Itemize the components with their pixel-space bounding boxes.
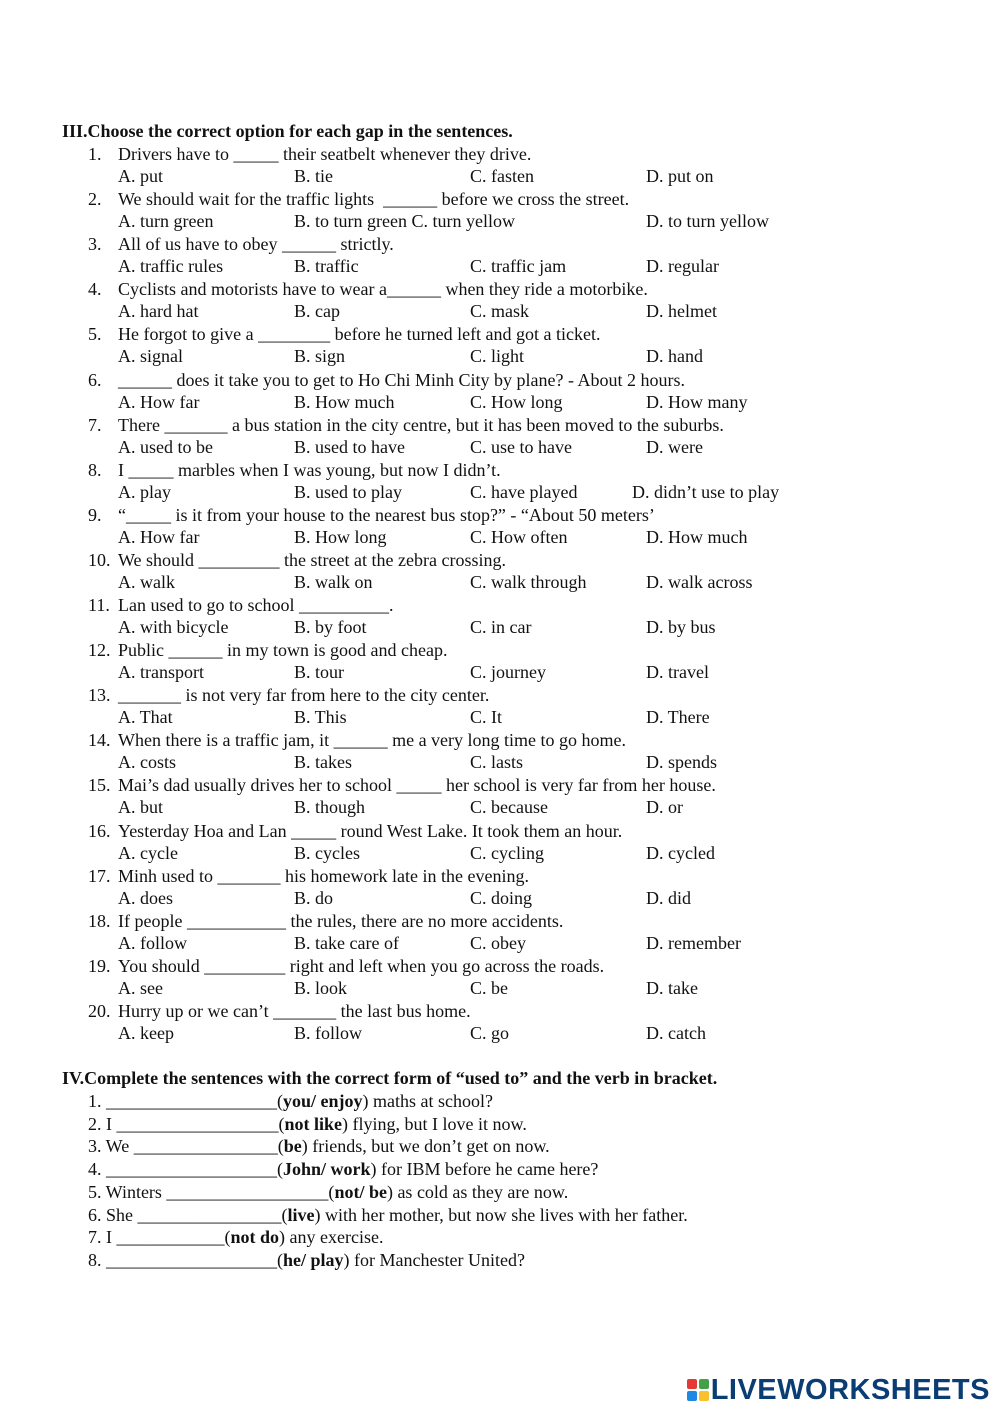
option-c[interactable]: C. go <box>470 1023 510 1043</box>
fill-item-prefix: 3. We ________________( <box>88 1136 284 1156</box>
question-3 <box>88 233 394 255</box>
option-d[interactable]: D. put on <box>646 166 714 186</box>
option-c[interactable]: C. light <box>470 346 525 366</box>
option-d[interactable]: D. regular <box>646 256 719 276</box>
fill-item-1[interactable] <box>88 1090 493 1112</box>
question-14 <box>88 729 626 751</box>
fill-item-7[interactable] <box>88 1226 383 1248</box>
option-b[interactable]: B. walk on <box>294 572 373 592</box>
option-c[interactable]: C. traffic jam <box>470 256 567 276</box>
verb-hint: John/ work <box>283 1159 371 1179</box>
option-a[interactable]: A. walk <box>118 572 175 592</box>
question-12 <box>88 639 447 661</box>
option-b[interactable]: B. cycles <box>294 843 360 863</box>
option-b[interactable]: B. tour <box>294 662 345 682</box>
question-number: 10. <box>88 550 111 570</box>
question-9 <box>88 504 655 526</box>
question-number: 13. <box>88 685 111 705</box>
option-c[interactable]: C. How often <box>470 527 568 547</box>
option-b[interactable]: B. This <box>294 707 347 727</box>
question-number: 11. <box>88 595 110 615</box>
fill-item-prefix: 2. I __________________( <box>88 1114 285 1134</box>
verb-hint: not like <box>284 1114 343 1134</box>
option-a[interactable]: A. used to be <box>118 437 213 457</box>
option-a[interactable]: A. follow <box>118 933 187 953</box>
question-text: You should _________ right and left when you go across the roads. <box>118 956 605 976</box>
option-c[interactable]: C. doing <box>470 888 533 908</box>
liveworksheets-logo <box>687 1375 990 1405</box>
option-c[interactable]: C. use to have <box>470 437 572 457</box>
option-c[interactable]: C. in car <box>470 617 532 637</box>
question-text: We should _________ the street at the zebra crossing. <box>118 550 506 570</box>
fill-item-5[interactable] <box>88 1181 568 1203</box>
option-d[interactable]: D. take <box>646 978 698 998</box>
option-b[interactable]: B. do <box>294 888 334 908</box>
fill-item-prefix: 4. ___________________( <box>88 1159 283 1179</box>
option-a[interactable]: A. see <box>118 978 163 998</box>
option-b[interactable]: B. to turn green C. turn yellow <box>294 211 515 231</box>
verb-hint: live <box>287 1205 315 1225</box>
question-number: 9. <box>88 505 102 525</box>
option-b[interactable]: B. though <box>294 797 366 817</box>
option-b[interactable]: B. How long <box>294 527 387 547</box>
fill-item-8[interactable] <box>88 1249 525 1271</box>
question-6 <box>88 369 685 391</box>
option-a[interactable]: A. traffic rules <box>118 256 224 276</box>
question-number: 5. <box>88 324 102 344</box>
option-a[interactable]: A. cycle <box>118 843 178 863</box>
logo-grid-icon <box>687 1379 709 1401</box>
question-number: 3. <box>88 234 102 254</box>
question-text: ______ does it take you to get to Ho Chi Minh City by plane? - About 2 hours. <box>118 370 685 390</box>
option-c[interactable]: C. obey <box>470 933 526 953</box>
fill-item-3[interactable] <box>88 1135 550 1157</box>
option-c[interactable]: C. be <box>470 978 508 998</box>
option-a[interactable]: A. transport <box>118 662 204 682</box>
question-text: I _____ marbles when I was young, but now I didn’t. <box>118 460 501 480</box>
verb-hint: you/ enjoy <box>283 1091 363 1111</box>
option-a[interactable]: A. does <box>118 888 173 908</box>
question-1 <box>88 143 531 165</box>
question-text: All of us have to obey ______ strictly. <box>118 234 394 254</box>
fill-item-suffix: ) maths at school? <box>362 1091 493 1111</box>
section-3-title: III.Choose the correct option for each gap in the sentences. <box>62 121 513 141</box>
fill-item-suffix: ) friends, but we don’t get on now. <box>301 1136 550 1156</box>
question-number: 18. <box>88 911 111 931</box>
option-d[interactable]: D. helmet <box>646 301 717 321</box>
option-b[interactable]: B. sign <box>294 346 346 366</box>
fill-item-6[interactable] <box>88 1204 688 1226</box>
question-text: Cyclists and motorists have to wear a______ when they ride a motorbike. <box>118 279 648 299</box>
fill-item-suffix: ) with her mother, but now she lives with her father. <box>314 1205 688 1225</box>
option-d[interactable]: D. spends <box>646 752 717 772</box>
fill-item-prefix: 1. ___________________( <box>88 1091 283 1111</box>
option-a[interactable]: A. put <box>118 166 163 186</box>
option-b[interactable]: B. traffic <box>294 256 359 276</box>
question-7 <box>88 414 724 436</box>
verb-hint: he/ play <box>283 1250 344 1270</box>
section-4-title: IV.Complete the sentences with the correct form of “used to” and the verb in bracket. <box>62 1068 718 1088</box>
question-16 <box>88 820 622 842</box>
option-c[interactable]: C. walk through <box>470 572 587 592</box>
question-number: 8. <box>88 460 102 480</box>
question-text: When there is a traffic jam, it ______ me a very long time to go home. <box>118 730 627 750</box>
question-text: Mai’s dad usually drives her to school _____ her school is very far from her house. <box>118 775 716 795</box>
fill-item-prefix: 7. I ____________( <box>88 1227 231 1247</box>
fill-item-suffix: ) for Manchester United? <box>343 1250 525 1270</box>
question-text: Drivers have to _____ their seatbelt whenever they drive. <box>118 144 532 164</box>
option-a[interactable]: A. costs <box>118 752 176 772</box>
option-a[interactable]: A. but <box>118 797 163 817</box>
option-c[interactable]: C. mask <box>470 301 530 321</box>
question-11 <box>88 594 393 616</box>
question-number: 12. <box>88 640 111 660</box>
fill-item-prefix: 5. Winters __________________( <box>88 1182 335 1202</box>
option-d[interactable]: D. remember <box>646 933 741 953</box>
question-number: 16. <box>88 821 111 841</box>
question-4 <box>88 278 648 300</box>
fill-item-prefix: 8. ___________________( <box>88 1250 283 1270</box>
question-number: 6. <box>88 370 102 390</box>
question-number: 19. <box>88 956 111 976</box>
question-text: There _______ a bus station in the city centre, but it has been moved to the suburbs. <box>118 415 724 435</box>
question-17 <box>88 865 529 887</box>
question-13 <box>88 684 489 706</box>
question-15 <box>88 774 716 796</box>
option-d[interactable]: D. How many <box>646 392 748 412</box>
question-text: He forgot to give a ________ before he turned left and got a ticket. <box>118 324 601 344</box>
verb-hint: not/ be <box>334 1182 387 1202</box>
question-number: 20. <box>88 1001 111 1021</box>
option-a[interactable]: A. How far <box>118 392 200 412</box>
fill-item-4[interactable] <box>88 1158 598 1180</box>
question-number: 4. <box>88 279 102 299</box>
option-c[interactable]: C. journey <box>470 662 546 682</box>
fill-item-2[interactable] <box>88 1113 527 1135</box>
question-2 <box>88 188 629 210</box>
fill-item-suffix: ) as cold as they are now. <box>386 1182 569 1202</box>
question-number: 2. <box>88 189 102 209</box>
question-text: If people ___________ the rules, there are no more accidents. <box>118 911 564 931</box>
option-c[interactable]: C. How long <box>470 392 563 412</box>
option-b[interactable]: B. tie <box>294 166 333 186</box>
fill-item-suffix: ) for IBM before he came here? <box>370 1159 599 1179</box>
option-a[interactable]: A. keep <box>118 1023 174 1043</box>
option-d[interactable]: D. or <box>646 797 683 817</box>
question-19 <box>88 955 604 977</box>
option-d[interactable]: D. were <box>646 437 703 457</box>
verb-hint: not do <box>230 1227 280 1247</box>
verb-hint: be <box>283 1136 302 1156</box>
question-number: 15. <box>88 775 111 795</box>
option-b[interactable]: B. cap <box>294 301 340 321</box>
option-d[interactable]: D. did <box>646 888 691 908</box>
option-a[interactable]: A. signal <box>118 346 183 366</box>
option-b[interactable]: B. look <box>294 978 348 998</box>
option-d[interactable]: D. There <box>646 707 710 727</box>
question-number: 7. <box>88 415 102 435</box>
option-d[interactable]: D. hand <box>646 346 703 366</box>
option-a[interactable]: A. hard hat <box>118 301 199 321</box>
option-d[interactable]: D. cycled <box>646 843 715 863</box>
fill-item-prefix: 6. She ________________( <box>88 1205 288 1225</box>
question-text: Lan used to go to school __________. <box>118 595 394 615</box>
question-10 <box>88 549 506 571</box>
question-number: 1. <box>88 144 102 164</box>
option-d[interactable]: D. by bus <box>646 617 716 637</box>
option-a[interactable]: A. play <box>118 482 171 502</box>
option-a[interactable]: A. with bicycle <box>118 617 229 637</box>
option-b[interactable]: B. follow <box>294 1023 363 1043</box>
question-number: 14. <box>88 730 111 750</box>
fill-item-suffix: ) flying, but I love it now. <box>342 1114 527 1134</box>
question-20 <box>88 1000 471 1022</box>
option-a[interactable]: A. That <box>118 707 173 727</box>
question-text: We should wait for the traffic lights ______ before we cross the street. <box>118 189 630 209</box>
option-d[interactable]: D. walk across <box>646 572 753 592</box>
option-d[interactable]: D. How much <box>646 527 748 547</box>
option-c[interactable]: C. have played <box>470 482 578 502</box>
option-b[interactable]: B. by foot <box>294 617 367 637</box>
option-b[interactable]: B. take care of <box>294 933 399 953</box>
option-d[interactable]: D. catch <box>646 1023 706 1043</box>
question-text: _______ is not very far from here to the city center. <box>118 685 490 705</box>
option-c[interactable]: C. because <box>470 797 548 817</box>
option-c[interactable]: C. fasten <box>470 166 534 186</box>
question-text: Public ______ in my town is good and cheap. <box>118 640 448 660</box>
question-number: 17. <box>88 866 111 886</box>
question-text: Minh used to _______ his homework late in the evening. <box>118 866 529 886</box>
option-d[interactable]: D. to turn yellow <box>646 211 769 231</box>
question-text: “_____ is it from your house to the nearest bus stop?” - “About 50 meters’ <box>118 505 655 525</box>
option-c[interactable]: C. lasts <box>470 752 524 772</box>
option-d[interactable]: D. didn’t use to play <box>632 482 780 502</box>
question-text: Hurry up or we can’t _______ the last bus home. <box>118 1001 471 1021</box>
fill-item-suffix: ) any exercise. <box>279 1227 384 1247</box>
option-b[interactable]: B. takes <box>294 752 352 772</box>
option-a[interactable]: A. How far <box>118 527 200 547</box>
question-5 <box>88 323 601 345</box>
option-d[interactable]: D. travel <box>646 662 709 682</box>
option-b[interactable]: B. used to play <box>294 482 402 502</box>
logo-text: LIVEWORKSHEETS <box>710 1373 990 1406</box>
option-b[interactable]: B. used to have <box>294 437 405 457</box>
question-8 <box>88 459 501 481</box>
option-a[interactable]: A. turn green <box>118 211 214 231</box>
option-b[interactable]: B. How much <box>294 392 395 412</box>
option-c[interactable]: C. cycling <box>470 843 544 863</box>
question-text: Yesterday Hoa and Lan _____ round West Lake. It took them an hour. <box>118 821 623 841</box>
question-18 <box>88 910 563 932</box>
option-c[interactable]: C. It <box>470 707 503 727</box>
